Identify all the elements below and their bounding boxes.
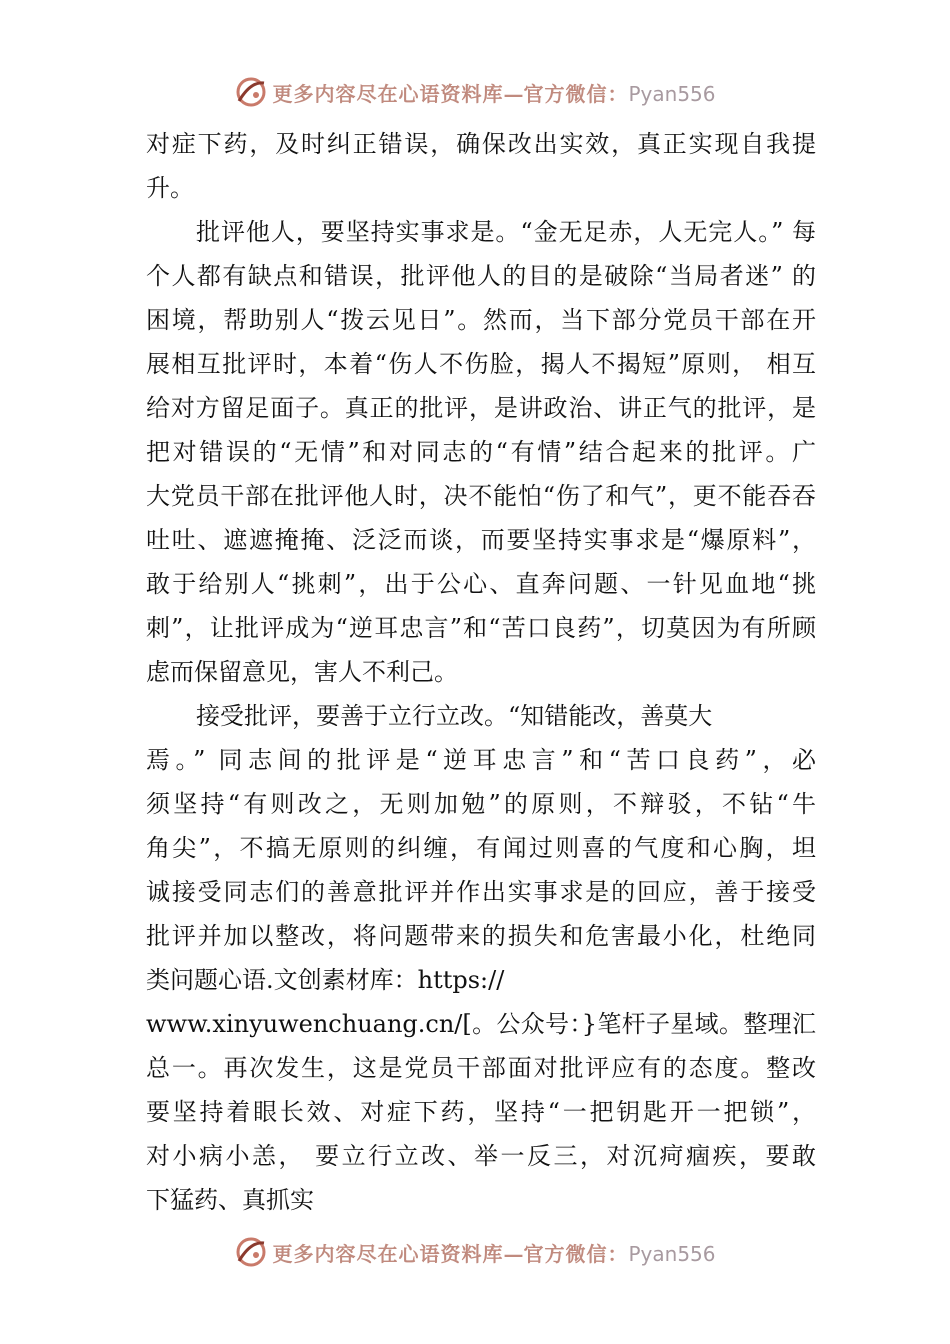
text-line: 对症下药，及时纠正错误，确保改出实效，真正实现自我提 (146, 130, 816, 158)
text-line: 吐吐、遮遮掩掩、泛泛而谈，而要坚持实事求是“爆原料”， (146, 526, 816, 554)
text-line: 个人都有缺点和错误，批评他人的目的是破除“当局者迷” 的 (146, 262, 816, 290)
header-banner (0, 72, 950, 112)
banner-wechat-id: Pyan556 (628, 81, 716, 106)
text-line: 总一。再次发生，这是党员干部面对批评应有的态度。整改 (146, 1054, 816, 1082)
text-line: 虑而保留意见，害人不利己。 (146, 658, 458, 686)
banner-wechat-label: 官方微信： (523, 81, 629, 106)
text-line: 要坚持着眼长效、对症下药，坚持“一把钥匙开一把锁”， (146, 1098, 816, 1126)
text-line: 困境，帮助别人“拨云见日”。然而，当下部分党员干部在开 (146, 306, 816, 334)
text-line: 下猛药、真抓实 (146, 1186, 314, 1214)
text-line: 接受批评，要善于立行立改。“知错能改，善莫大 (196, 702, 713, 730)
text-line: 给对方留足面子。真正的批评，是讲政治、讲正气的批评，是 (146, 394, 816, 422)
text-line: 批评他人，要坚持实事求是。“金无足赤，人无完人。” 每 (196, 218, 816, 246)
text-line: 须坚持“有则改之，无则加勉”的原则，不辩驳，不钻“牛 (146, 790, 816, 818)
banner-wechat-id: Pyan556 (628, 1241, 716, 1266)
text-line: 角尖”，不搞无原则的纠缠，有闻过则喜的气度和心胸，坦 (146, 834, 816, 862)
text-line: 敢于给别人“挑刺”，出于公心、直奔问题、一针见血地“挑 (146, 570, 816, 598)
text-line: 诚接受同志们的善意批评并作出实事求是的回应，善于接受 (146, 878, 816, 906)
brush-logo-icon (234, 75, 268, 109)
brush-logo-icon (234, 1235, 268, 1269)
text-line: 展相互批评时，本着“伤人不伤脸，揭人不揭短”原则， 相互 (146, 350, 816, 378)
text-line: 大党员干部在批评他人时，决不能怕“伤了和气”，更不能吞吞 (146, 482, 816, 510)
document-body (146, 122, 816, 1222)
text-line: 批评并加以整改，将问题带来的损失和危害最小化，杜绝同 (146, 922, 816, 950)
text-line: www.xinyuwenchuang.cn/[。公众号：}笔杆子星域。整理汇 (146, 1010, 816, 1038)
text-line: 升。 (146, 174, 194, 202)
banner-dash: — (503, 1241, 524, 1266)
text-line: 焉。” 同志间的批评是“逆耳忠言”和“苦口良药”，必 (146, 746, 816, 774)
banner-title: 更多内容尽在心语资料库 (272, 1241, 504, 1266)
footer-banner (0, 1232, 950, 1272)
banner-title: 更多内容尽在心语资料库 (272, 81, 504, 106)
text-line: 类问题心语.文创素材库：https:// (146, 966, 505, 994)
banner-dash: — (503, 81, 524, 106)
text-line: 对小病小恙， 要立行立改、举一反三，对沉疴痼疾，要敢 (146, 1142, 816, 1170)
text-line: 刺”，让批评成为“逆耳忠言”和“苦口良药”，切莫因为有所顾 (146, 614, 816, 642)
banner-text (272, 1238, 715, 1267)
banner-wechat-label: 官方微信： (523, 1241, 629, 1266)
text-line: 把对错误的“无情”和对同志的“有情”结合起来的批评。广 (146, 438, 816, 466)
banner-text (272, 78, 715, 107)
